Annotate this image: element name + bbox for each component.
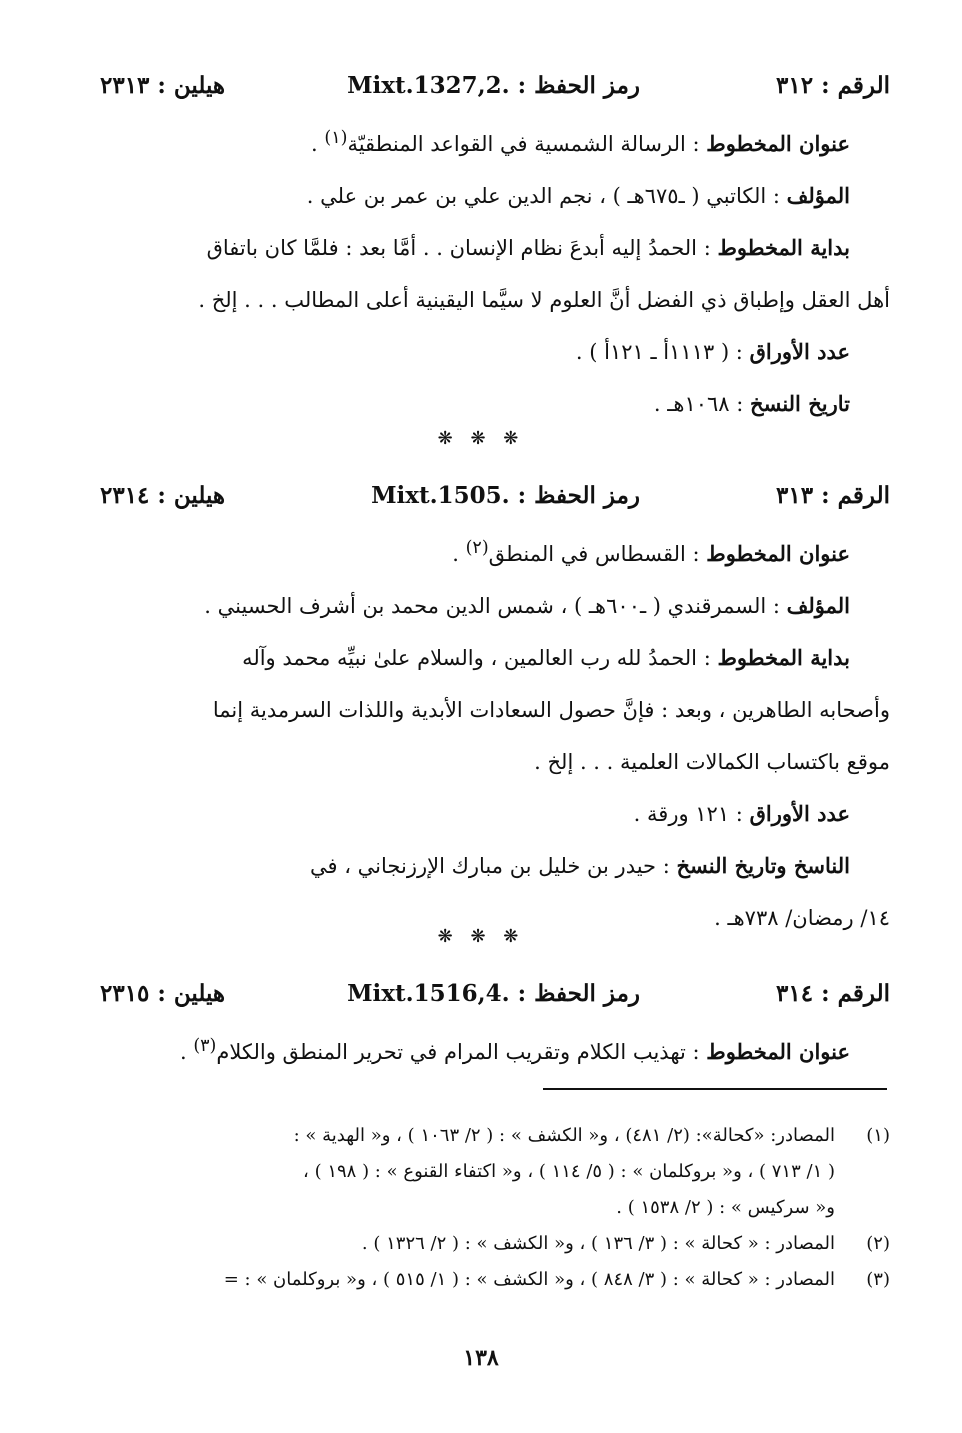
incipit-continuation: أهل العقل وإطباق ذي الفضل أنَّ العلوم لا سيَّما اليقينية أعلى المطالب . . . إلخ .	[198, 288, 890, 312]
author-label: المؤلف	[786, 593, 850, 618]
shelfmark	[347, 72, 640, 99]
folios-label: عدد الأوراق	[749, 339, 850, 364]
footnote-line: و« سركيس » : ( ٢/ ١٥٣٨ ) .	[616, 1197, 835, 1218]
incipit-label: بداية المخطوط	[717, 235, 850, 260]
shelfmark	[371, 482, 640, 509]
entry-header	[100, 72, 890, 112]
copy-date-line	[100, 378, 890, 430]
footnotes	[100, 1118, 890, 1298]
copyist-line	[100, 840, 890, 892]
folios-label: عدد الأوراق	[749, 801, 850, 826]
heilin-number: هيلين : ٢٣١٥	[100, 980, 226, 1007]
shelfmark-value: Mixt.1516,4.	[347, 980, 510, 1007]
title-text: : الرسالة الشمسية في القواعد المنطقيّة	[347, 132, 707, 156]
author-text: : الكاتبي ( ـ٦٧٥هـ ) ، نجم الدين علي بن عمر بن علي .	[306, 184, 787, 208]
shelfmark-label: رمز الحفظ :	[517, 482, 640, 509]
entry-header	[100, 482, 890, 522]
title-label: عنوان المخطوط	[706, 541, 850, 566]
title-end: .	[311, 132, 325, 156]
folios-text: : ١٢١ ورقة .	[633, 802, 750, 826]
separator-stars: ❋ ❋ ❋	[437, 428, 525, 449]
separator-stars: ❋ ❋ ❋	[437, 926, 525, 947]
footnote-line: المصادر : « كحالة » : ( ٣/ ١٣٦ ) ، و« الكشف » : ( ٢/ ١٣٢٦ ) .	[361, 1233, 835, 1254]
footnote-ref: (١)	[324, 128, 348, 148]
title-end: .	[452, 542, 466, 566]
entry-number: الرقم : ٣١٢	[776, 72, 890, 99]
heilin-number: هيلين : ٢٣١٤	[100, 482, 226, 509]
incipit-text: : الحمدُ إليه أبدعَ نظام الإنسان . . أمَّا بعد : فلمَّا كان باتفاق	[206, 236, 718, 260]
title-line	[100, 522, 890, 580]
footnote	[100, 1226, 890, 1262]
shelfmark	[347, 980, 640, 1007]
title-end: .	[179, 1040, 194, 1064]
title-label: عنوان المخطوط	[706, 1039, 850, 1064]
incipit-continuation: وأصحابه الطاهرين ، وبعد : فإنَّ حصول السعادات الأبدية واللذات السرمدية إنما	[212, 698, 890, 722]
title-text: : القسطاس في المنطق	[488, 542, 707, 566]
footnote-line: المصادر : « كحالة » : ( ٣/ ٨٤٨ ) ، و« الكشف » : ( ١/ ٥١٥ ) ، و« بروكلمان » : =	[223, 1269, 835, 1290]
incipit-line	[100, 632, 890, 684]
footnote-number: (٢)	[866, 1233, 890, 1254]
title-line	[100, 112, 890, 170]
copyist-label: الناسخ وتاريخ النسخ	[676, 853, 850, 878]
footnote	[100, 1118, 890, 1226]
folios-text: : ( ١١١٣أ ـ ١٢١أ ) .	[575, 340, 750, 364]
copy-date-label: تاريخ النسخ	[750, 391, 850, 416]
entry-number: الرقم : ٣١٤	[776, 980, 890, 1007]
incipit-text: : الحمدُ لله رب العالمين ، والسلام علىٰ نبيِّه محمد وآله	[242, 646, 718, 670]
title-line	[100, 1020, 890, 1078]
entry-number: الرقم : ٣١٣	[776, 482, 890, 509]
footnote	[100, 1262, 890, 1298]
title-label: عنوان المخطوط	[706, 131, 850, 156]
copyist-continuation: ١٤/ رمضان/ ٧٣٨هـ .	[714, 906, 890, 930]
folios-line	[100, 326, 890, 378]
footnote-number: (١)	[866, 1125, 890, 1146]
shelfmark-value: Mixt.1505.	[371, 482, 510, 509]
shelfmark-label: رمز الحفظ :	[517, 980, 640, 1007]
copy-date-text: : ١٠٦٨هـ .	[653, 392, 751, 416]
shelfmark-label: رمز الحفظ :	[517, 72, 640, 99]
footnote-ref: (٣)	[193, 1036, 217, 1056]
footnote-ref: (٢)	[465, 538, 489, 558]
author-label: المؤلف	[786, 183, 850, 208]
page-number: ١٣٨	[463, 1345, 499, 1371]
heilin-number: هيلين : ٢٣١٣	[100, 72, 226, 99]
catalog-entry	[100, 72, 890, 430]
catalog-entry	[100, 980, 890, 1078]
footnote-divider	[543, 1088, 887, 1090]
incipit-continuation: موقع باكتساب الكمالات العلمية . . . إلخ .	[534, 750, 890, 774]
entry-header	[100, 980, 890, 1020]
author-line	[100, 580, 890, 632]
footnote-number: (٣)	[866, 1269, 890, 1290]
title-text: : تهذيب الكلام وتقريب المرام في تحرير المنطق والكلام	[216, 1040, 707, 1064]
catalog-entry	[100, 482, 890, 944]
footnote-line: المصادر: «كحالة»: (٢/ ٤٨١) ، و« الكشف » : ( ٢/ ١٠٦٣ ) ، و« الهدية » :	[293, 1125, 835, 1146]
copyist-text: : حيدر بن خليل بن مبارك الإرزنجاني ، في	[310, 854, 677, 878]
folios-line	[100, 788, 890, 840]
incipit-line	[100, 222, 890, 274]
incipit-label: بداية المخطوط	[717, 645, 850, 670]
footnote-line: ( ١/ ٧١٣ ) ، و« بروكلمان » : ( ٥/ ١١٤ ) ، و« اكتفاء القنوع » : ( ١٩٨ ) ،	[303, 1161, 835, 1182]
author-text: : السمرقندي ( ـ٦٠٠هـ ) ، شمس الدين محمد بن أشرف الحسيني .	[204, 594, 787, 618]
author-line	[100, 170, 890, 222]
shelfmark-value: Mixt.1327,2.	[347, 72, 510, 99]
